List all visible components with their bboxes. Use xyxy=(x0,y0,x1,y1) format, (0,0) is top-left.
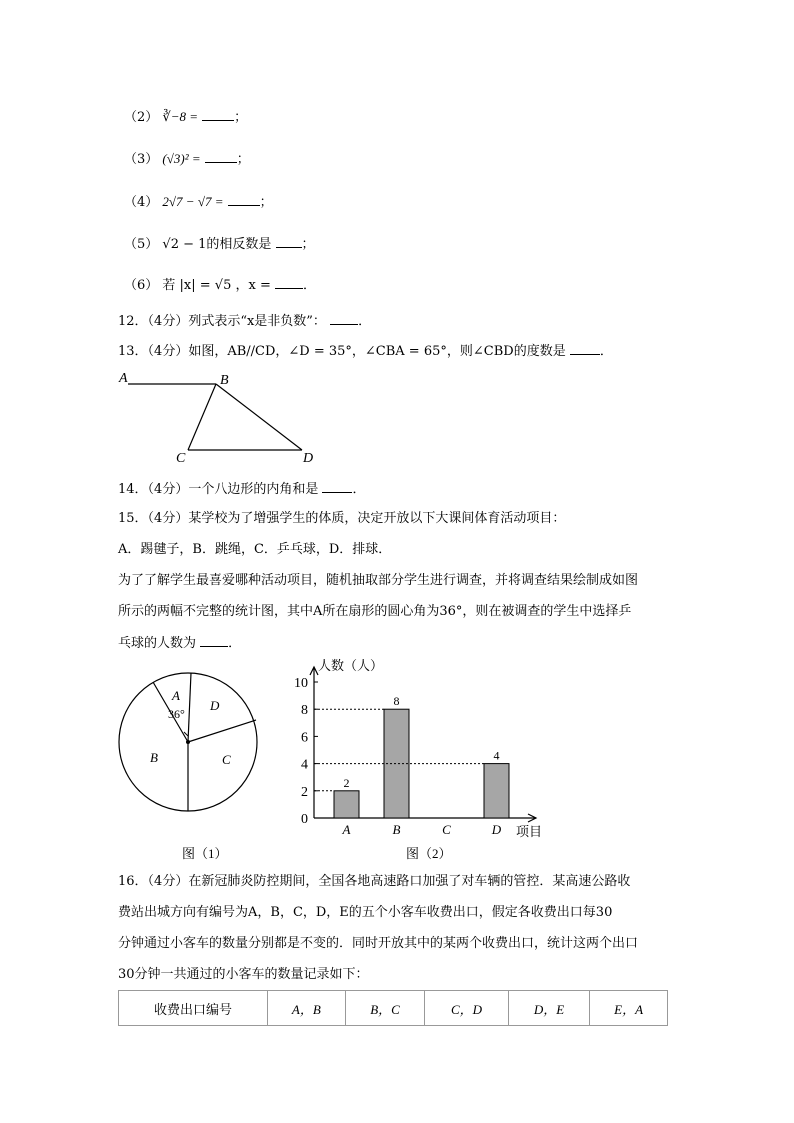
punctuation: ； xyxy=(301,237,315,252)
answer-blank[interactable] xyxy=(228,193,260,206)
table-cell: A，B xyxy=(268,991,346,1026)
question-13 xyxy=(118,342,613,361)
q11-part6 xyxy=(124,276,316,295)
pie-label-d: D xyxy=(210,698,220,713)
point-label-c: C xyxy=(176,451,186,466)
bar xyxy=(484,764,509,818)
bar-chart-figure xyxy=(284,656,554,868)
punctuation: ； xyxy=(236,152,250,167)
answer-blank[interactable] xyxy=(276,235,302,248)
pie-caption: 图（1） xyxy=(182,846,228,861)
q16-line2: 费站出城方向有编号为A，B，C，D，E的五个小客车收费出口，假定各收费出口每30 xyxy=(118,905,613,920)
point-label-a: A xyxy=(119,371,128,386)
pie-center-dot xyxy=(186,740,190,744)
answer-blank[interactable] xyxy=(322,480,352,493)
bar xyxy=(334,791,359,818)
punctuation: ． xyxy=(599,344,613,359)
y-tick-label: 2 xyxy=(301,784,308,800)
table-cell: D，E xyxy=(508,991,590,1026)
question-text: 14．（4分）一个八边形的内角和是 xyxy=(118,482,319,497)
x-tick-label: C xyxy=(442,822,451,837)
x-axis-title: 项目 xyxy=(516,824,543,839)
q15-intro: 15．（4分）某学校为了增强学生的体质，决定开放以下大课间体育活动项目： xyxy=(118,511,566,526)
data-label: 8 xyxy=(393,694,400,709)
q15-body-line1: 为了了解学生最喜爱哪种活动项目，随机抽取部分学生进行调查，并将调查结果绘制成如图 xyxy=(118,573,639,588)
pie-label-c: C xyxy=(222,752,231,767)
part-number: （4） xyxy=(124,195,159,210)
table-cell: B，C xyxy=(345,991,425,1026)
q11-part4 xyxy=(124,193,273,212)
math-expression: 若 |x| = √5 ，x = xyxy=(162,278,271,293)
pie-angle-a: 36° xyxy=(168,707,185,721)
math-expression: ∛−8 = xyxy=(162,109,199,124)
punctuation: ． xyxy=(303,278,317,293)
pie-label-a: A xyxy=(172,688,180,703)
y-tick-label: 10 xyxy=(294,676,308,691)
question-text: 乓球的人数为 xyxy=(118,636,197,651)
part-number: （6） xyxy=(124,278,159,293)
answer-blank[interactable] xyxy=(202,108,234,121)
punctuation: ． xyxy=(352,482,366,497)
table-row xyxy=(119,991,668,1026)
q13-figure xyxy=(110,366,330,470)
y-axis-title: 人数（人） xyxy=(318,658,384,673)
part-number: （3） xyxy=(124,152,159,167)
pie-chart-figure xyxy=(116,670,266,870)
exit-table xyxy=(118,990,668,1026)
q15-options: A．踢毽子，B．跳绳，C．乒乓球，D．排球． xyxy=(118,542,392,557)
punctuation: ． xyxy=(228,636,242,651)
x-tick-label: B xyxy=(392,822,401,837)
pie-radius-top xyxy=(188,673,191,742)
y-tick-label: 0 xyxy=(301,812,308,827)
segment-bc xyxy=(188,384,216,450)
q15-body-line3 xyxy=(118,634,241,653)
part-number: （5） xyxy=(124,237,159,252)
y-tick-label: 8 xyxy=(301,703,308,719)
punctuation: ； xyxy=(234,110,248,125)
data-label: 4 xyxy=(493,748,500,763)
question-12 xyxy=(118,312,371,331)
punctuation: ； xyxy=(259,195,273,210)
answer-blank[interactable] xyxy=(205,150,237,163)
segment-bd xyxy=(216,384,302,450)
x-tick-label: D xyxy=(491,822,502,837)
q16-line3: 分钟通过小客车的数量分别都是不变的．同时开放其中的某两个收费出口，统计这两个出口 xyxy=(118,936,639,951)
x-tick-label: A xyxy=(342,822,351,837)
q11-part3 xyxy=(124,150,250,169)
data-label: 2 xyxy=(343,775,350,790)
point-label-b: B xyxy=(220,373,229,388)
bar-caption: 图（2） xyxy=(406,846,452,861)
question-text: 12．（4分）列式表示“x是非负数”： xyxy=(118,314,326,329)
table-header-cell: 收费出口编号 xyxy=(119,991,268,1026)
question-14 xyxy=(118,480,365,499)
answer-blank[interactable] xyxy=(275,276,303,289)
math-expression: 2√7 − √7 = xyxy=(162,194,224,209)
y-tick-label: 6 xyxy=(301,730,308,746)
part-number: （2） xyxy=(124,110,159,125)
q15-body-line2: 所示的两幅不完整的统计图，其中A所在扇形的圆心角为36°，则在被调查的学生中选择乒 xyxy=(118,604,632,619)
math-expression: (√3)² = xyxy=(162,151,201,166)
table-cell: C，D xyxy=(425,991,508,1026)
q16-line4: 30分钟一共通过的小客车的数量记录如下： xyxy=(118,967,369,982)
table-cell: E，A xyxy=(590,991,668,1026)
pie-label-b: B xyxy=(150,750,158,765)
punctuation: ． xyxy=(358,314,372,329)
q11-part5 xyxy=(124,235,315,254)
answer-blank[interactable] xyxy=(570,342,600,355)
answer-blank[interactable] xyxy=(330,312,358,325)
math-expression: √2 − 1的相反数是 xyxy=(162,237,272,252)
y-tick-label: 4 xyxy=(301,757,308,773)
answer-blank[interactable] xyxy=(200,634,228,647)
question-text: 13．（4分）如图，AB//CD，∠D = 35°，∠CBA = 65°，则∠CBD的度数是 xyxy=(118,344,566,359)
point-label-d: D xyxy=(303,451,314,466)
q16-line1: 16．（4分）在新冠肺炎防控期间，全国各地高速路口加强了对车辆的管控．某高速公路收 xyxy=(118,874,631,889)
pie-radius-right xyxy=(188,720,256,742)
q11-part2 xyxy=(124,108,247,127)
